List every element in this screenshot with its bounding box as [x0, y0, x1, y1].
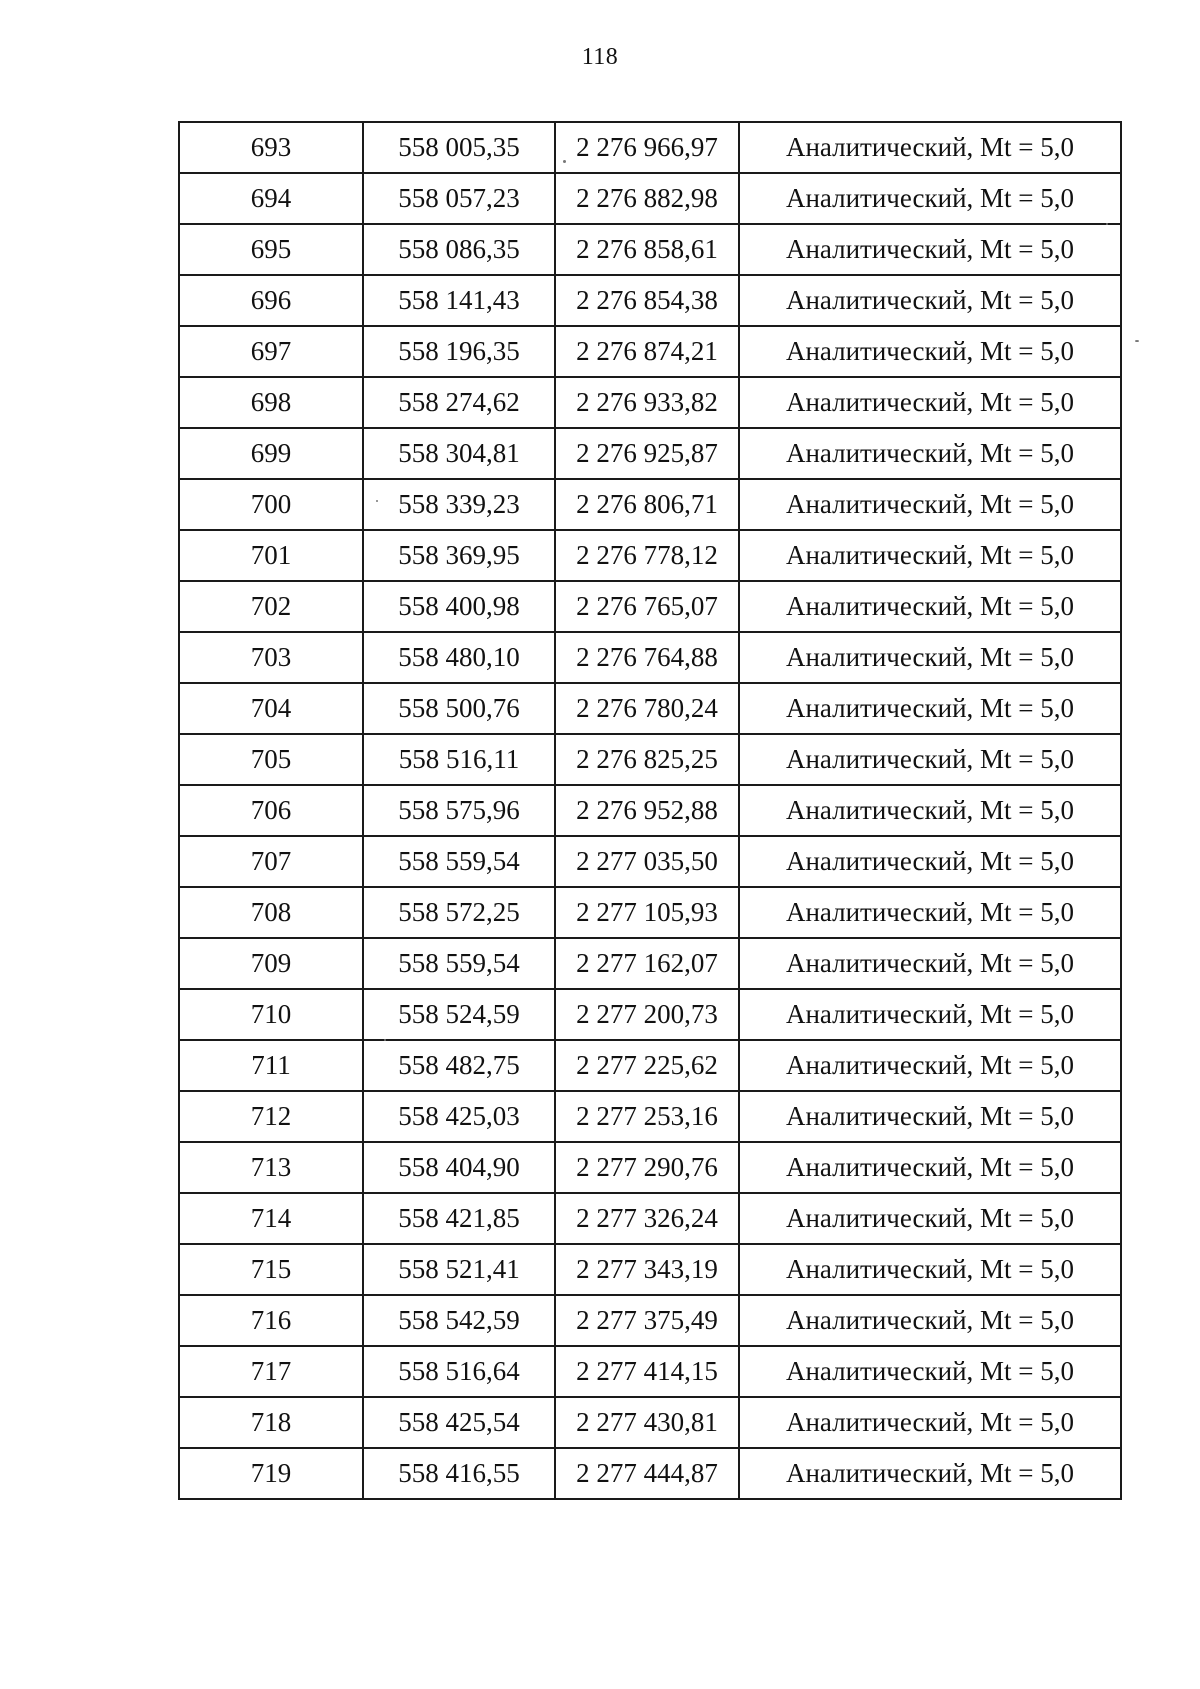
x-coordinate-cell: 558 274,62 [363, 377, 555, 428]
point-number-cell: 706 [179, 785, 363, 836]
table-row [179, 1040, 1121, 1091]
y-coordinate-cell: 2 277 200,73 [555, 989, 739, 1040]
method-cell: Аналитический, Mt = 5,0 [739, 1295, 1121, 1346]
x-coordinate-cell: 558 304,81 [363, 428, 555, 479]
y-coordinate-cell: 2 277 444,87 [555, 1448, 739, 1499]
point-number-cell: 695 [179, 224, 363, 275]
point-number-cell: 701 [179, 530, 363, 581]
point-number-cell: 707 [179, 836, 363, 887]
table-row [179, 632, 1121, 683]
y-coordinate-cell: 2 276 854,38 [555, 275, 739, 326]
table-row [179, 479, 1121, 530]
x-coordinate-cell: 558 339,23 [363, 479, 555, 530]
y-coordinate-cell: 2 276 858,61 [555, 224, 739, 275]
method-cell: Аналитический, Mt = 5,0 [739, 989, 1121, 1040]
table-row [179, 1091, 1121, 1142]
y-coordinate-cell: 2 277 375,49 [555, 1295, 739, 1346]
y-coordinate-cell: 2 276 764,88 [555, 632, 739, 683]
point-number-cell: 698 [179, 377, 363, 428]
point-number-cell: 711 [179, 1040, 363, 1091]
point-number-cell: 696 [179, 275, 363, 326]
method-cell: Аналитический, Mt = 5,0 [739, 1193, 1121, 1244]
x-coordinate-cell: 558 425,54 [363, 1397, 555, 1448]
y-coordinate-cell: 2 276 778,12 [555, 530, 739, 581]
x-coordinate-cell: 558 559,54 [363, 836, 555, 887]
point-number-cell: 709 [179, 938, 363, 989]
method-cell: Аналитический, Mt = 5,0 [739, 683, 1121, 734]
x-coordinate-cell: 558 559,54 [363, 938, 555, 989]
point-number-cell: 716 [179, 1295, 363, 1346]
y-coordinate-cell: 2 277 253,16 [555, 1091, 739, 1142]
method-cell: Аналитический, Mt = 5,0 [739, 275, 1121, 326]
scan-speck [1106, 223, 1108, 225]
x-coordinate-cell: 558 425,03 [363, 1091, 555, 1142]
table-row [179, 428, 1121, 479]
method-cell: Аналитический, Mt = 5,0 [739, 224, 1121, 275]
y-coordinate-cell: 2 276 952,88 [555, 785, 739, 836]
table-row [179, 683, 1121, 734]
table-row [179, 785, 1121, 836]
table-row [179, 581, 1121, 632]
x-coordinate-cell: 558 575,96 [363, 785, 555, 836]
table-row [179, 275, 1121, 326]
table-row [179, 1397, 1121, 1448]
table-row [179, 1142, 1121, 1193]
y-coordinate-cell: 2 277 035,50 [555, 836, 739, 887]
method-cell: Аналитический, Mt = 5,0 [739, 632, 1121, 683]
x-coordinate-cell: 558 421,85 [363, 1193, 555, 1244]
method-cell: Аналитический, Mt = 5,0 [739, 836, 1121, 887]
point-number-cell: 719 [179, 1448, 363, 1499]
y-coordinate-cell: 2 277 343,19 [555, 1244, 739, 1295]
y-coordinate-cell: 2 276 825,25 [555, 734, 739, 785]
x-coordinate-cell: 558 369,95 [363, 530, 555, 581]
scan-speck [384, 1039, 386, 1041]
y-coordinate-cell: 2 276 806,71 [555, 479, 739, 530]
table-row [179, 734, 1121, 785]
point-number-cell: 700 [179, 479, 363, 530]
x-coordinate-cell: 558 416,55 [363, 1448, 555, 1499]
point-number-cell: 713 [179, 1142, 363, 1193]
table-row [179, 377, 1121, 428]
point-number-cell: 712 [179, 1091, 363, 1142]
x-coordinate-cell: 558 057,23 [363, 173, 555, 224]
point-number-cell: 705 [179, 734, 363, 785]
method-cell: Аналитический, Mt = 5,0 [739, 530, 1121, 581]
table-row [179, 938, 1121, 989]
scan-speck [563, 160, 566, 163]
table-row [179, 122, 1121, 173]
x-coordinate-cell: 558 524,59 [363, 989, 555, 1040]
coordinates-table-body [179, 122, 1121, 1499]
page-number: 118 [581, 44, 619, 70]
y-coordinate-cell: 2 277 326,24 [555, 1193, 739, 1244]
x-coordinate-cell: 558 196,35 [363, 326, 555, 377]
table-row [179, 1193, 1121, 1244]
method-cell: Аналитический, Mt = 5,0 [739, 1040, 1121, 1091]
table-row [179, 326, 1121, 377]
y-coordinate-cell: 2 277 162,07 [555, 938, 739, 989]
scan-speck [376, 500, 378, 502]
x-coordinate-cell: 558 542,59 [363, 1295, 555, 1346]
x-coordinate-cell: 558 141,43 [363, 275, 555, 326]
table-row [179, 1448, 1121, 1499]
y-coordinate-cell: 2 277 105,93 [555, 887, 739, 938]
point-number-cell: 699 [179, 428, 363, 479]
method-cell: Аналитический, Mt = 5,0 [739, 581, 1121, 632]
table-row [179, 530, 1121, 581]
method-cell: Аналитический, Mt = 5,0 [739, 1448, 1121, 1499]
x-coordinate-cell: 558 404,90 [363, 1142, 555, 1193]
method-cell: Аналитический, Mt = 5,0 [739, 1142, 1121, 1193]
table-row [179, 1346, 1121, 1397]
x-coordinate-cell: 558 572,25 [363, 887, 555, 938]
x-coordinate-cell: 558 516,11 [363, 734, 555, 785]
y-coordinate-cell: 2 277 414,15 [555, 1346, 739, 1397]
y-coordinate-cell: 2 276 925,87 [555, 428, 739, 479]
point-number-cell: 694 [179, 173, 363, 224]
point-number-cell: 718 [179, 1397, 363, 1448]
x-coordinate-cell: 558 480,10 [363, 632, 555, 683]
x-coordinate-cell: 558 482,75 [363, 1040, 555, 1091]
point-number-cell: 708 [179, 887, 363, 938]
table-row [179, 887, 1121, 938]
method-cell: Аналитический, Mt = 5,0 [739, 173, 1121, 224]
y-coordinate-cell: 2 276 966,97 [555, 122, 739, 173]
x-coordinate-cell: 558 005,35 [363, 122, 555, 173]
method-cell: Аналитический, Mt = 5,0 [739, 785, 1121, 836]
point-number-cell: 715 [179, 1244, 363, 1295]
x-coordinate-cell: 558 400,98 [363, 581, 555, 632]
method-cell: Аналитический, Mt = 5,0 [739, 1397, 1121, 1448]
y-coordinate-cell: 2 276 882,98 [555, 173, 739, 224]
x-coordinate-cell: 558 086,35 [363, 224, 555, 275]
method-cell: Аналитический, Mt = 5,0 [739, 887, 1121, 938]
method-cell: Аналитический, Mt = 5,0 [739, 1091, 1121, 1142]
table-row [179, 836, 1121, 887]
method-cell: Аналитический, Mt = 5,0 [739, 938, 1121, 989]
y-coordinate-cell: 2 277 430,81 [555, 1397, 739, 1448]
method-cell: Аналитический, Mt = 5,0 [739, 479, 1121, 530]
table-row [179, 1295, 1121, 1346]
method-cell: Аналитический, Mt = 5,0 [739, 428, 1121, 479]
method-cell: Аналитический, Mt = 5,0 [739, 377, 1121, 428]
point-number-cell: 714 [179, 1193, 363, 1244]
y-coordinate-cell: 2 276 780,24 [555, 683, 739, 734]
coordinates-table [178, 121, 1122, 1500]
y-coordinate-cell: 2 276 933,82 [555, 377, 739, 428]
scan-speck [1135, 340, 1139, 342]
method-cell: Аналитический, Mt = 5,0 [739, 734, 1121, 785]
point-number-cell: 702 [179, 581, 363, 632]
table-row [179, 224, 1121, 275]
method-cell: Аналитический, Mt = 5,0 [739, 122, 1121, 173]
point-number-cell: 693 [179, 122, 363, 173]
method-cell: Аналитический, Mt = 5,0 [739, 326, 1121, 377]
point-number-cell: 703 [179, 632, 363, 683]
y-coordinate-cell: 2 277 225,62 [555, 1040, 739, 1091]
x-coordinate-cell: 558 500,76 [363, 683, 555, 734]
table-row [179, 1244, 1121, 1295]
table-row [179, 173, 1121, 224]
table-row [179, 989, 1121, 1040]
point-number-cell: 717 [179, 1346, 363, 1397]
x-coordinate-cell: 558 516,64 [363, 1346, 555, 1397]
x-coordinate-cell: 558 521,41 [363, 1244, 555, 1295]
point-number-cell: 704 [179, 683, 363, 734]
point-number-cell: 710 [179, 989, 363, 1040]
point-number-cell: 697 [179, 326, 363, 377]
method-cell: Аналитический, Mt = 5,0 [739, 1346, 1121, 1397]
y-coordinate-cell: 2 277 290,76 [555, 1142, 739, 1193]
y-coordinate-cell: 2 276 765,07 [555, 581, 739, 632]
y-coordinate-cell: 2 276 874,21 [555, 326, 739, 377]
method-cell: Аналитический, Mt = 5,0 [739, 1244, 1121, 1295]
